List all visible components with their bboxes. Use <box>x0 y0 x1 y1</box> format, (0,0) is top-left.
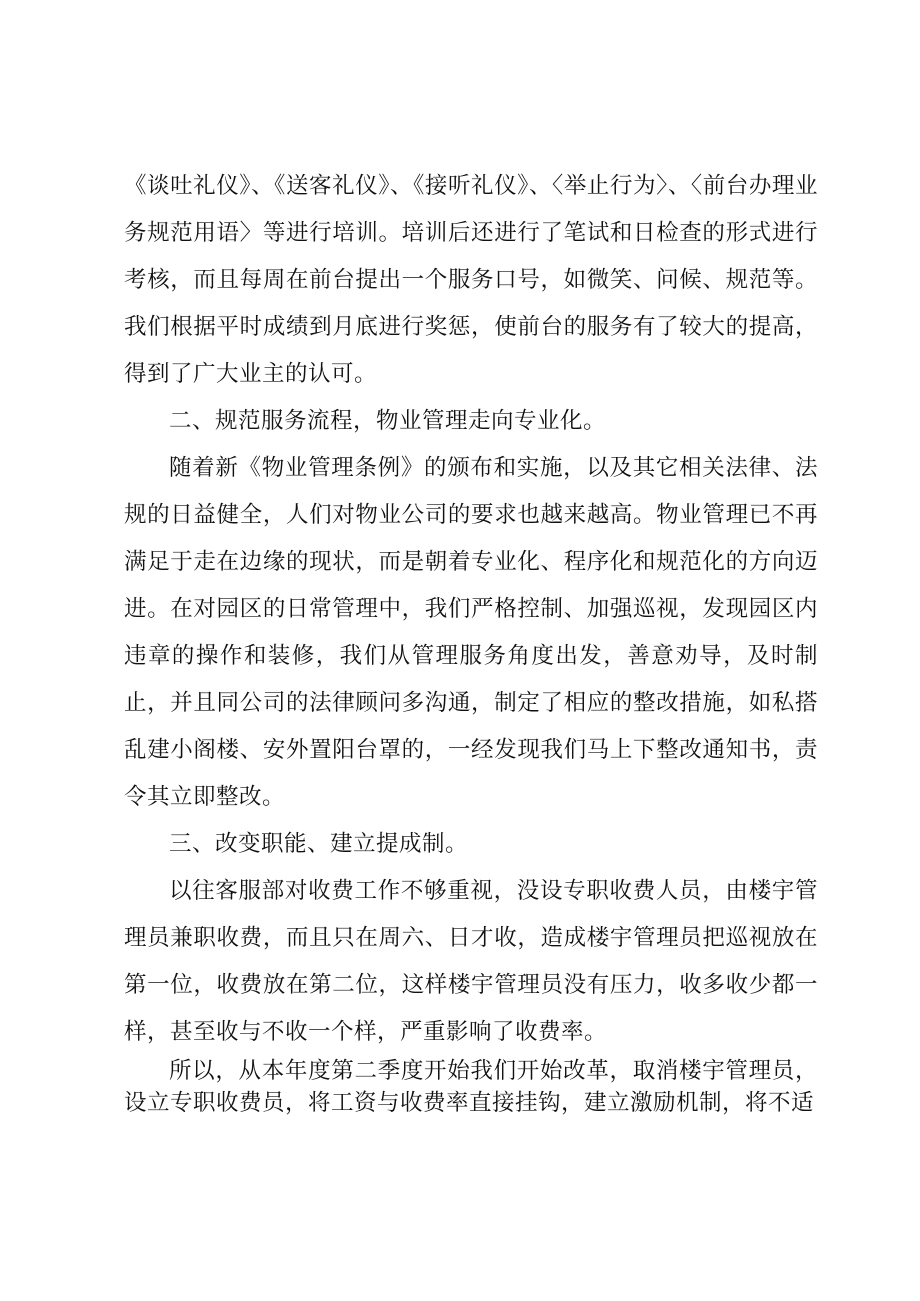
paragraph-regulations: 随着新《物业管理条例》的颁布和实施，以及其它相关法律、法规的日益健全，人们对物业公司的要求也越来越高。物业管理已不再满足于走在边缘的现状，而是朝着专业化、程序化和规范化的方向迈进。在对园区的日常管理中，我们严格控制、加强巡视，发现园区内违章的操作和装修，我们从管理服务角度出发，善意劝导，及时制止，并且同公司的法律顾问多沟通，制定了相应的整改措施，如私搭乱建小阁楼、安外置阳台罩的，一经发现我们马上下整改通知书，责令其立即整改。 <box>124 455 818 810</box>
paragraph-reform: 所以，从本年度第二季度开始我们开始改革，取消楼宇管理员，设立专职收费员，将工资与收费率直接挂钩，建立激励机制，将不适 <box>124 1058 818 1116</box>
section-heading-2: 二、规范服务流程，物业管理走向专业化。 <box>169 408 607 434</box>
paragraph-training: 《谈吐礼仪》、《送客礼仪》、《接听礼仪》、〈举止行为〉、〈前台办理业务规范用语〉等进行培训。培训后还进行了笔试和日检查的形式进行考核，而且每周在前台提出一个服务口号，如微笑、问候、规范等。我们根据平时成绩到月底进行奖惩，使前台的服务有了较大的提高，得到了广大业主的认可。 <box>124 173 818 387</box>
paragraph-fee-collection: 以往客服部对收费工作不够重视，没设专职收费人员，由楼宇管理员兼职收费，而且只在周六、日才收，造成楼宇管理员把巡视放在第一位，收费放在第二位，这样楼宇管理员没有压力，收多收少都一样，甚至收与不收一个样，严重影响了收费率。 <box>124 878 818 1045</box>
section-heading-3: 三、改变职能、建立提成制。 <box>169 831 469 857</box>
